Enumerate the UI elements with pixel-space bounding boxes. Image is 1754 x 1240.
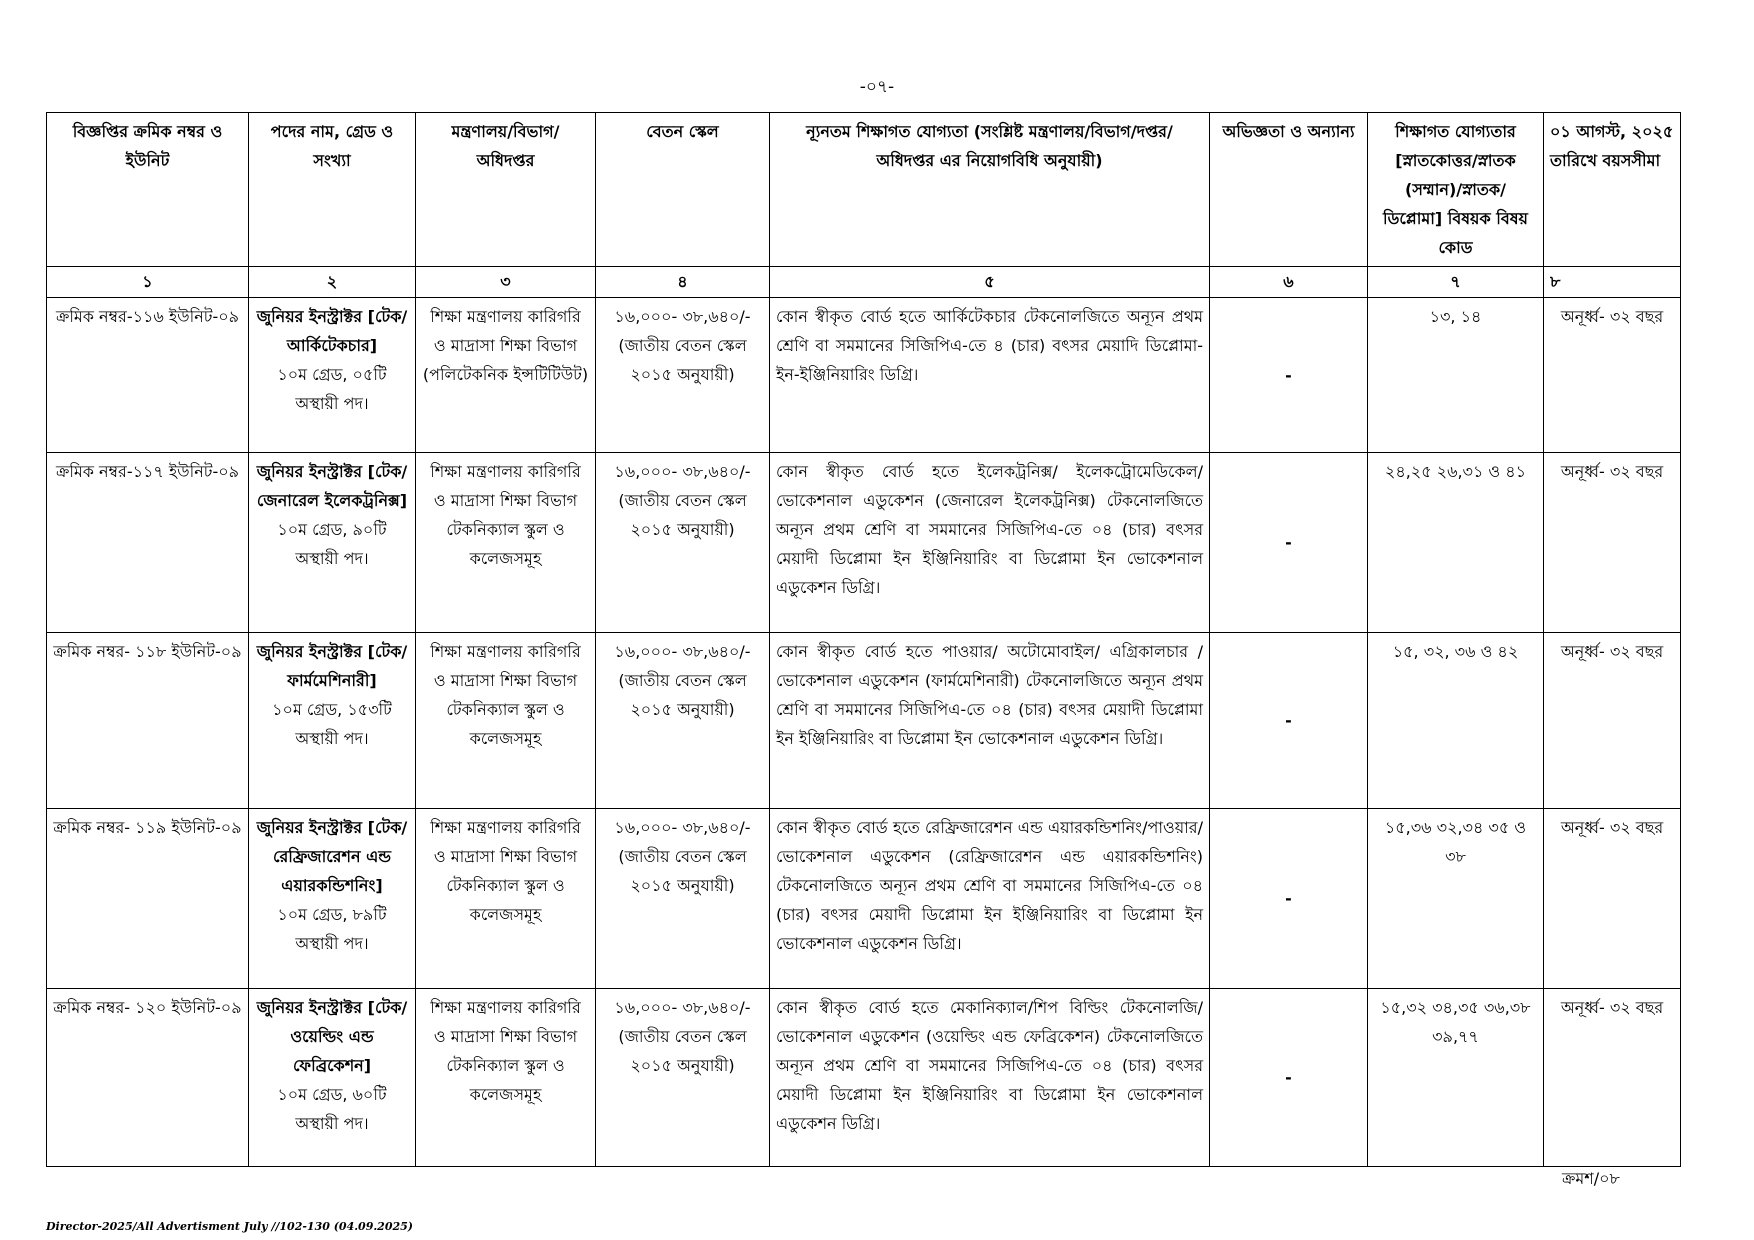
ministry-cell: শিক্ষা মন্ত্রণালয় কারিগরি ও মাদ্রাসা শিক্ষা বিভাগ (পলিটেকনিক ইন্সটিটিউট) xyxy=(416,298,596,453)
experience-cell: - xyxy=(1210,298,1368,453)
post-cell xyxy=(249,809,416,989)
column-number-row xyxy=(47,267,1681,298)
table-row xyxy=(47,809,1681,989)
subject-codes-cell: ১৫, ৩২, ৩৬ ও ৪২ xyxy=(1368,633,1544,809)
recruitment-table xyxy=(46,112,1681,1167)
age-limit-cell: অনূর্ধ্ব- ৩২ বছর xyxy=(1544,633,1681,809)
post-cell xyxy=(249,633,416,809)
header-post: পদের নাম, গ্রেড ও সংখ্যা xyxy=(249,113,416,267)
table-row xyxy=(47,633,1681,809)
ministry-cell: শিক্ষা মন্ত্রণালয় কারিগরি ও মাদ্রাসা শিক্ষা বিভাগ টেকনিক্যাল স্কুল ও কলেজসমূহ xyxy=(416,453,596,633)
ministry-cell: শিক্ষা মন্ত্রণালয় কারিগরি ও মাদ্রাসা শিক্ষা বিভাগ টেকনিক্যাল স্কুল ও কলেজসমূহ xyxy=(416,809,596,989)
post-title: জুনিয়র ইনস্ট্রাক্টর [টেক/ ফার্মমেশিনারী] xyxy=(256,642,408,690)
age-limit-cell: অনূর্ধ্ব- ৩২ বছর xyxy=(1544,809,1681,989)
column-number: ১ xyxy=(47,267,249,298)
header-pay-scale: বেতন স্কেল xyxy=(596,113,770,267)
header-age-limit: ০১ আগস্ট, ২০২৫ তারিখে বয়সসীমা xyxy=(1544,113,1681,267)
header-subject-codes: শিক্ষাগত যোগ্যতার [স্নাতকোত্তর/স্নাতক (সম্মান)/স্নাতক/ ডিপ্লোমা] বিষয়ক বিষয় কোড xyxy=(1368,113,1544,267)
post-grade: ১০ম গ্রেড, ৯০টি অস্থায়ী পদ। xyxy=(277,520,387,568)
qualification-cell: কোন স্বীকৃত বোর্ড হতে রেফ্রিজারেশন এন্ড এয়ারকন্ডিশনিং/পাওয়ার/ভোকেশনাল এডুকেশন (রেফ্রিজারেশন এন্ড এয়ারকন্ডিশনিং) টেকনোলজিতে অন্যূন প্রথম শ্রেণি বা সমমানের সিজিপিএ-তে ০৪ (চার) বৎসর মেয়াদী ডিপ্লোমা ইন ইঞ্জিনিয়ারিং বা ডিপ্লোমা ইন ভোকেশনাল এডুকেশন ডিগ্রি। xyxy=(770,809,1210,989)
subject-codes-cell: ১৫,৩২ ৩৪,৩৫ ৩৬,৩৮ ৩৯,৭৭ xyxy=(1368,989,1544,1167)
pay-scale-cell: ১৬,০০০- ৩৮,৬৪০/- (জাতীয় বেতন স্কেল ২০১৫ অনুযায়ী) xyxy=(596,298,770,453)
qualification-cell: কোন স্বীকৃত বোর্ড হতে ইলেকট্রনিক্স/ ইলেকট্রোমেডিকেল/ভোকেশনাল এডুকেশন (জেনারেল ইলেকট্রনিক্স) টেকনোলজিতে অন্যূন প্রথম শ্রেণি বা সমমানের সিজিপিএ-তে ০৪ (চার) বৎসর মেয়াদী ডিপ্লোমা ইন ইঞ্জিনিয়ারিং বা ডিপ্লোমা ইন ভোকেশনাল এডুকেশন ডিগ্রি। xyxy=(770,453,1210,633)
column-number: ৭ xyxy=(1368,267,1544,298)
column-number: ৩ xyxy=(416,267,596,298)
pay-scale-cell: ১৬,০০০- ৩৮,৬৪০/- (জাতীয় বেতন স্কেল ২০১৫ অনুযায়ী) xyxy=(596,809,770,989)
serial-cell: ক্রমিক নম্বর- ১২০ ইউনিট-০৯ xyxy=(47,989,249,1167)
age-limit-cell: অনূর্ধ্ব- ৩২ বছর xyxy=(1544,453,1681,633)
post-grade: ১০ম গ্রেড, ৮৯টি অস্থায়ী পদ। xyxy=(277,905,387,953)
experience-cell: - xyxy=(1210,453,1368,633)
qualification-cell: কোন স্বীকৃত বোর্ড হতে মেকানিক্যাল/শিপ বিল্ডিং টেকনোলজি/ভোকেশনাল এডুকেশন (ওয়েল্ডিং এন্ড ফেব্রিকেশন) টেকনোলজিতে অন্যূন প্রথম শ্রেণি বা সমমানের সিজিপিএ-তে ০৪ (চার) বৎসর মেয়াদী ডিপ্লোমা ইন ইঞ্জিনিয়ারিং বা ডিপ্লোমা ইন ভোকেশনাল এডুকেশন ডিগ্রি। xyxy=(770,989,1210,1167)
subject-codes-cell: ১৩, ১৪ xyxy=(1368,298,1544,453)
age-limit-cell: অনূর্ধ্ব- ৩২ বছর xyxy=(1544,298,1681,453)
header-serial: বিজ্ঞপ্তির ক্রমিক নম্বর ও ইউনিট xyxy=(47,113,249,267)
post-title: জুনিয়র ইনস্ট্রাক্টর [টেক/ ওয়েল্ডিং এন্ড ফেব্রিকেশন] xyxy=(256,998,408,1075)
table-row xyxy=(47,453,1681,633)
age-limit-cell: অনূর্ধ্ব- ৩২ বছর xyxy=(1544,989,1681,1167)
serial-cell: ক্রমিক নম্বর-১১৬ ইউনিট-০৯ xyxy=(47,298,249,453)
experience-cell: - xyxy=(1210,809,1368,989)
post-title: জুনিয়র ইনস্ট্রাক্টর [টেক/ জেনারেল ইলেকট্রনিক্স] xyxy=(256,462,408,510)
serial-cell: ক্রমিক নম্বর-১১৭ ইউনিট-০৯ xyxy=(47,453,249,633)
serial-cell: ক্রমিক নম্বর- ১১৮ ইউনিট-০৯ xyxy=(47,633,249,809)
column-number: ৫ xyxy=(770,267,1210,298)
continuation-note: ক্রমশ/০৮ xyxy=(1562,1169,1620,1188)
post-cell xyxy=(249,298,416,453)
header-experience: অভিজ্ঞতা ও অন্যান্য xyxy=(1210,113,1368,267)
post-grade: ১০ম গ্রেড, ১৫৩টি অস্থায়ী পদ। xyxy=(272,700,392,748)
footer-reference: Director-2025/All Advertisment July //102-130 (04.09.2025) xyxy=(46,1220,414,1233)
header-ministry: মন্ত্রণালয়/বিভাগ/ অধিদপ্তর xyxy=(416,113,596,267)
subject-codes-cell: ১৫,৩৬ ৩২,৩৪ ৩৫ ও ৩৮ xyxy=(1368,809,1544,989)
post-title: জুনিয়র ইনস্ট্রাক্টর [টেক/ রেফ্রিজারেশন এন্ড এয়ারকন্ডিশনিং] xyxy=(256,818,408,895)
header-qualification: ন্যূনতম শিক্ষাগত যোগ্যতা (সংশ্লিষ্ট মন্ত্রণালয়/বিভাগ/দপ্তর/ অধিদপ্তর এর নিয়োগবিধি অনুযায়ী) xyxy=(770,113,1210,267)
subject-codes-cell: ২৪,২৫ ২৬,৩১ ও ৪১ xyxy=(1368,453,1544,633)
post-grade: ১০ম গ্রেড, ৬০টি অস্থায়ী পদ। xyxy=(277,1085,387,1133)
post-title: জুনিয়র ইনস্ট্রাক্টর [টেক/ আর্কিটেকচার] xyxy=(256,307,408,355)
header-row xyxy=(47,113,1681,267)
post-cell xyxy=(249,453,416,633)
ministry-cell: শিক্ষা মন্ত্রণালয় কারিগরি ও মাদ্রাসা শিক্ষা বিভাগ টেকনিক্যাল স্কুল ও কলেজসমূহ xyxy=(416,989,596,1167)
post-grade: ১০ম গ্রেড, ০৫টি অস্থায়ী পদ। xyxy=(277,365,387,413)
table-row xyxy=(47,989,1681,1167)
pay-scale-cell: ১৬,০০০- ৩৮,৬৪০/- (জাতীয় বেতন স্কেল ২০১৫ অনুযায়ী) xyxy=(596,453,770,633)
column-number: ২ xyxy=(249,267,416,298)
pay-scale-cell: ১৬,০০০- ৩৮,৬৪০/- (জাতীয় বেতন স্কেল ২০১৫ অনুযায়ী) xyxy=(596,633,770,809)
column-number: ৪ xyxy=(596,267,770,298)
table-row xyxy=(47,298,1681,453)
pay-scale-cell: ১৬,০০০- ৩৮,৬৪০/- (জাতীয় বেতন স্কেল ২০১৫ অনুযায়ী) xyxy=(596,989,770,1167)
experience-cell: - xyxy=(1210,989,1368,1167)
serial-cell: ক্রমিক নম্বর- ১১৯ ইউনিট-০৯ xyxy=(47,809,249,989)
qualification-cell: কোন স্বীকৃত বোর্ড হতে আর্কিটেকচার টেকনোলজিতে অন্যূন প্রথম শ্রেণি বা সমমানের সিজিপিএ-তে ৪ (চার) বৎসর মেয়াদি ডিপ্লোমা-ইন-ইঞ্জিনিয়ারিং ডিগ্রি। xyxy=(770,298,1210,453)
experience-cell: - xyxy=(1210,633,1368,809)
column-number: ৬ xyxy=(1210,267,1368,298)
ministry-cell: শিক্ষা মন্ত্রণালয় কারিগরি ও মাদ্রাসা শিক্ষা বিভাগ টেকনিক্যাল স্কুল ও কলেজসমূহ xyxy=(416,633,596,809)
qualification-cell: কোন স্বীকৃত বোর্ড হতে পাওয়ার/ অটোমোবাইল/ এগ্রিকালচার /ভোকেশনাল এডুকেশন (ফার্মমেশিনারী) টেকনোলজিতে অন্যূন প্রথম শ্রেণি বা সমমানের সিজিপিএ-তে ০৪ (চার) বৎসর মেয়াদী ডিপ্লোমা ইন ইঞ্জিনিয়ারিং বা ডিপ্লোমা ইন ভোকেশনাল এডুকেশন ডিগ্রি। xyxy=(770,633,1210,809)
column-number: ৮ xyxy=(1544,267,1681,298)
page-number: -০৭- xyxy=(859,77,895,97)
post-cell xyxy=(249,989,416,1167)
